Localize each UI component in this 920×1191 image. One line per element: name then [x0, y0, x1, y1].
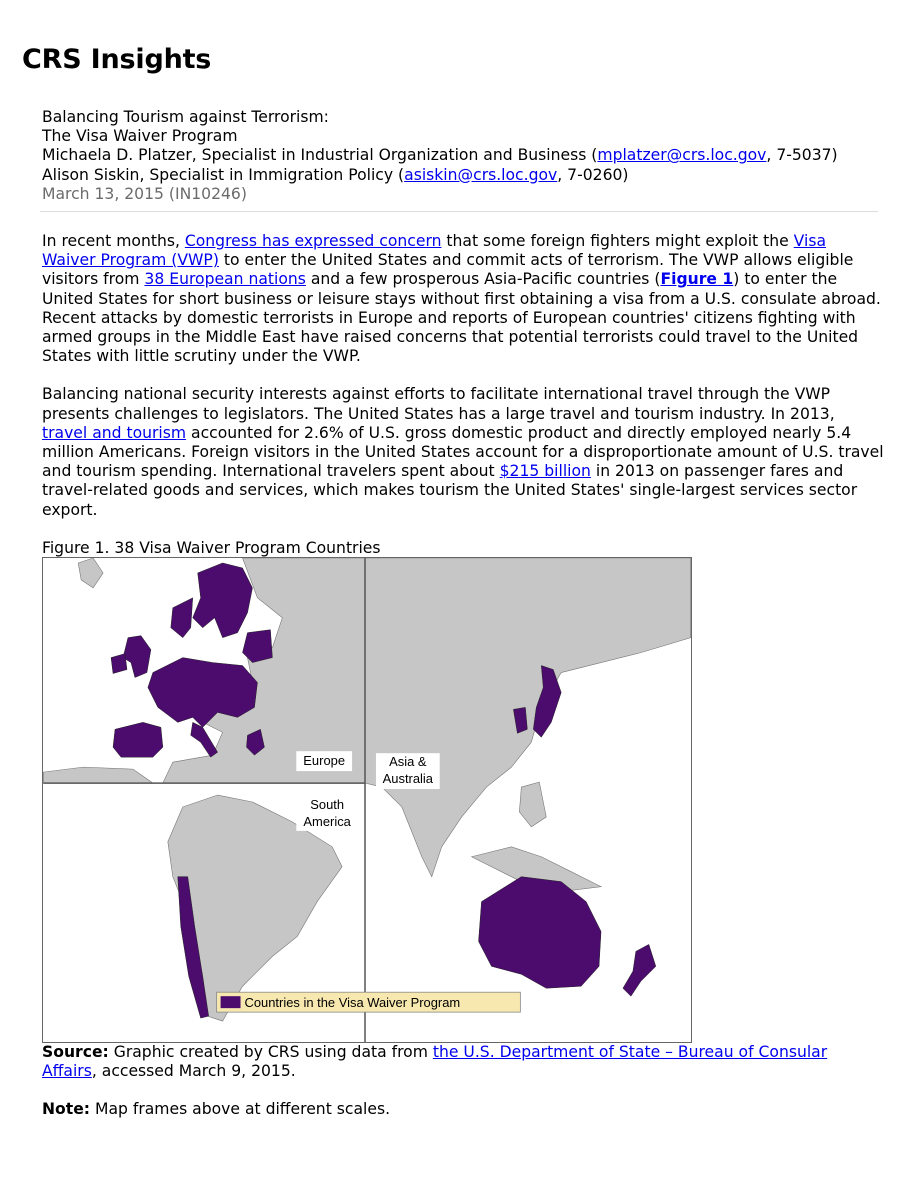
note-text: Map frames above at different scales. — [90, 1100, 391, 1119]
report-title-line-2: The Visa Waiver Program — [42, 127, 238, 146]
author-2-phone: , 7-0260) — [557, 165, 629, 184]
author-1-phone: , 7-5037) — [766, 146, 838, 165]
report-date: March 13, 2015 (IN10246) — [42, 184, 247, 203]
paragraph-1 — [42, 232, 884, 366]
source-label: Source: — [42, 1042, 109, 1061]
asia-label-line-1: Asia & — [389, 753, 427, 769]
south-america-label-line-1: South — [310, 796, 345, 812]
paragraph-1-text-c: to enter the United States and commit acts of terrorism. The VWP allows eligible visitors from — [42, 251, 854, 289]
state-department-link[interactable]: the U.S. Department of State – Bureau of Consular Affairs — [42, 1042, 828, 1081]
site-title: CRS Insights — [22, 44, 212, 75]
congress-concern-link[interactable]: Congress has expressed concern — [184, 232, 442, 251]
author-1-email-link[interactable]: mplatzer@crs.loc.gov — [597, 146, 767, 165]
european-nations-link[interactable]: 38 European nations — [144, 270, 306, 289]
paragraph-1-text-e: ) to enter the United States for short business or leisure stays without first obtaining a visa from a U.S. consulate abroad. Recent attacks by domestic terrorists in Europe and reports of European countries' citizens fighting with armed groups in the Middle East have raised concerns that potential terrorists could travel to the United States with little scrutiny under the VWP. — [42, 270, 881, 366]
paragraph-2-text-a: Balancing national security interests against efforts to facilitate international travel through the VWP presents challenges to legislators. The United States has a large travel and tourism industry. In 2013, — [42, 385, 835, 423]
paragraph-1-text-a: In recent months, — [42, 232, 185, 251]
legend-label: Countries in the Visa Waiver Program — [244, 995, 461, 1011]
spending-link[interactable]: $215 billion — [499, 462, 591, 481]
travel-tourism-link[interactable]: travel and tourism — [42, 423, 187, 442]
map-legend — [217, 992, 521, 1012]
note-label: Note: — [42, 1100, 91, 1119]
source-text-a: Graphic created by CRS using data from — [108, 1042, 433, 1061]
document-body — [42, 108, 884, 1138]
europe-label: Europe — [303, 753, 346, 769]
header-divider — [40, 211, 878, 212]
asia-label-line-2: Australia — [382, 770, 434, 786]
author-1 — [42, 146, 884, 165]
author-1-name: Michaela D. Platzer, Specialist in Industrial Organization and Business ( — [42, 146, 598, 165]
paragraph-1-text-b: that some foreign fighters might exploit the — [441, 232, 794, 251]
figure-1-link[interactable]: Figure 1 — [660, 270, 734, 289]
paragraph-2-text-c: in 2013 on passenger fares and travel-related goods and services, which makes tourism the United States' single-largest services sector export. — [42, 462, 858, 519]
vwp-map-figure — [42, 557, 692, 1043]
vwp-link[interactable]: Visa Waiver Program (VWP) — [42, 232, 827, 270]
legend-swatch — [221, 996, 241, 1008]
author-2-name: Alison Siskin, Specialist in Immigration Policy ( — [42, 165, 405, 184]
figure-source — [42, 1043, 884, 1081]
paragraph-1-text-d: and a few prosperous Asia-Pacific countries ( — [305, 270, 661, 289]
author-2-email-link[interactable]: asiskin@crs.loc.gov — [404, 165, 558, 184]
author-2 — [42, 166, 884, 185]
south-america-label-line-2: America — [303, 813, 351, 829]
source-text-b: , accessed March 9, 2015. — [91, 1062, 296, 1081]
paragraph-2 — [42, 385, 884, 519]
paragraph-2-text-b: accounted for 2.6% of U.S. gross domestic product and directly employed nearly 5.4 million Americans. Foreign visitors in the United States account for a disproportionate amount of U.S. travel and tourism spending. International travelers spent about — [42, 423, 884, 481]
figure-caption: Figure 1. 38 Visa Waiver Program Countries — [42, 538, 381, 557]
figure-note — [42, 1100, 884, 1119]
report-title-line-1: Balancing Tourism against Terrorism: — [42, 108, 329, 126]
